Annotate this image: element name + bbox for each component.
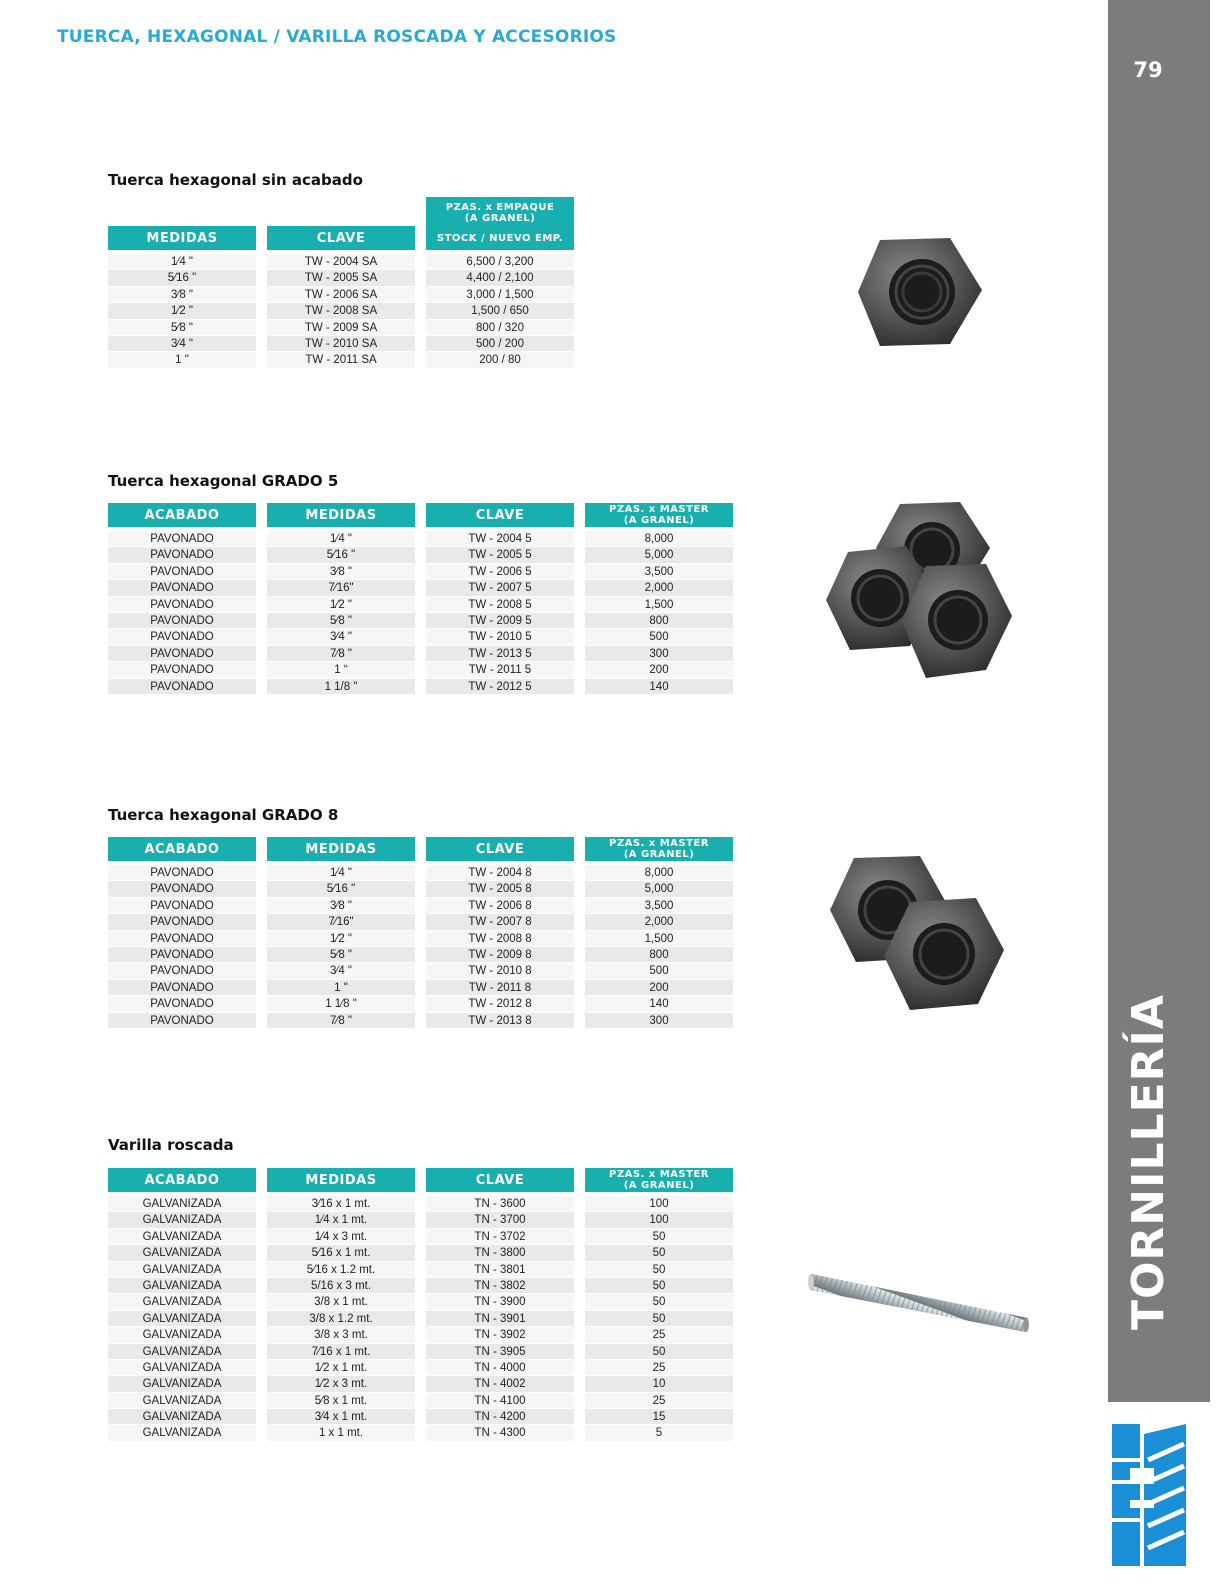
- table-cell: PAVONADO: [108, 564, 256, 580]
- table-cell: 800: [585, 613, 733, 629]
- table-cell: GALVANIZADA: [108, 1360, 256, 1376]
- s2-pzas-header: [585, 503, 733, 527]
- table-cell: GALVANIZADA: [108, 1409, 256, 1425]
- table-cell: 7⁄16": [267, 914, 415, 930]
- table-cell: 3/8 x 1 mt.: [267, 1294, 415, 1310]
- table-cell: 25: [585, 1327, 733, 1343]
- table-cell: PAVONADO: [108, 996, 256, 1012]
- s4-medidas-rows: [267, 1196, 415, 1442]
- table-cell: TW - 2006 5: [426, 564, 574, 580]
- s3-pzas-rows: [585, 865, 733, 1029]
- table-cell: GALVANIZADA: [108, 1327, 256, 1343]
- s1-pzas-header: [426, 197, 574, 250]
- table-cell: 1⁄4 ": [267, 531, 415, 547]
- s4-clave-header: CLAVE: [426, 1168, 574, 1192]
- section-title-grado-8: Tuerca hexagonal GRADO 8: [108, 806, 339, 824]
- table-cell: PAVONADO: [108, 914, 256, 930]
- table-cell: TN - 3900: [426, 1294, 574, 1310]
- table-cell: PAVONADO: [108, 980, 256, 996]
- table-cell: 1 1/8 ": [267, 679, 415, 695]
- table-cell: TN - 4300: [426, 1425, 574, 1441]
- table-cell: 1 ": [267, 980, 415, 996]
- table-cell: TN - 4000: [426, 1360, 574, 1376]
- table-cell: 7⁄8 ": [267, 1013, 415, 1029]
- table-cell: 1⁄4 ": [267, 865, 415, 881]
- table-cell: GALVANIZADA: [108, 1278, 256, 1294]
- table-cell: 5⁄16 x 1 mt.: [267, 1245, 415, 1261]
- table-cell: 5⁄8 ": [267, 947, 415, 963]
- table-cell: TW - 2008 SA: [267, 303, 415, 319]
- table-cell: PAVONADO: [108, 629, 256, 645]
- s3-medidas-rows: [267, 865, 415, 1029]
- table-cell: 5,000: [585, 547, 733, 563]
- table-cell: GALVANIZADA: [108, 1393, 256, 1409]
- table-cell: PAVONADO: [108, 662, 256, 678]
- s2-pzas-rows: [585, 531, 733, 695]
- table-cell: 5⁄16 ": [267, 881, 415, 897]
- table-cell: TW - 2009 5: [426, 613, 574, 629]
- table-cell: 3⁄8 ": [267, 898, 415, 914]
- table-cell: GALVANIZADA: [108, 1344, 256, 1360]
- table-cell: 5⁄8 ": [267, 613, 415, 629]
- table-cell: 3/8 x 1.2 mt.: [267, 1311, 415, 1327]
- table-cell: 1⁄2 ": [267, 931, 415, 947]
- table-cell: TW - 2013 8: [426, 1013, 574, 1029]
- table-cell: 1 “: [267, 662, 415, 678]
- s3-pzas-header-line1: PZAS. x MASTER: [609, 838, 709, 849]
- table-cell: 100: [585, 1212, 733, 1228]
- s3-clave-header: CLAVE: [426, 837, 574, 861]
- table-cell: 25: [585, 1393, 733, 1409]
- table-cell: 7⁄16": [267, 580, 415, 596]
- s4-acabado-rows: [108, 1196, 256, 1442]
- table-cell: PAVONADO: [108, 947, 256, 963]
- table-cell: TN - 4100: [426, 1393, 574, 1409]
- table-cell: GALVANIZADA: [108, 1196, 256, 1212]
- table-cell: 5⁄8 x 1 mt.: [267, 1393, 415, 1409]
- table-cell: 7⁄16 x 1 mt.: [267, 1344, 415, 1360]
- table-cell: 800 / 320: [426, 320, 574, 336]
- table-cell: PAVONADO: [108, 531, 256, 547]
- table-cell: PAVONADO: [108, 597, 256, 613]
- table-cell: 25: [585, 1360, 733, 1376]
- table-cell: PAVONADO: [108, 547, 256, 563]
- table-cell: 1 x 1 mt.: [267, 1425, 415, 1441]
- table-cell: PAVONADO: [108, 1013, 256, 1029]
- table-cell: GALVANIZADA: [108, 1311, 256, 1327]
- table-cell: 50: [585, 1262, 733, 1278]
- s3-acabado-rows: [108, 865, 256, 1029]
- s2-acabado-header: ACABADO: [108, 503, 256, 527]
- table-cell: PAVONADO: [108, 613, 256, 629]
- table-cell: TW - 2004 5: [426, 531, 574, 547]
- table-cell: TW - 2012 8: [426, 996, 574, 1012]
- table-cell: 1 1⁄8 ": [267, 996, 415, 1012]
- s1-clave-rows: [267, 254, 415, 369]
- table-cell: TW - 2011 SA: [267, 352, 415, 368]
- table-cell: TN - 3801: [426, 1262, 574, 1278]
- table-cell: PAVONADO: [108, 646, 256, 662]
- table-cell: 8,000: [585, 531, 733, 547]
- table-cell: GALVANIZADA: [108, 1262, 256, 1278]
- table-cell: TN - 3802: [426, 1278, 574, 1294]
- threaded-rod-image: [806, 1262, 1034, 1338]
- s3-clave-rows: [426, 865, 574, 1029]
- table-cell: TW - 2010 5: [426, 629, 574, 645]
- s3-pzas-header-line2: (A GRANEL): [623, 849, 695, 860]
- table-cell: TW - 2010 8: [426, 963, 574, 979]
- table-cell: 6,500 / 3,200: [426, 254, 574, 270]
- s4-pzas-header: [585, 1168, 733, 1192]
- table-cell: TW - 2007 5: [426, 580, 574, 596]
- hex-nut-image: [850, 228, 990, 358]
- s2-pzas-header-line1: PZAS. x MASTER: [609, 504, 709, 515]
- table-cell: 5,000: [585, 881, 733, 897]
- s2-acabado-rows: [108, 531, 256, 695]
- table-cell: 1⁄4 x 1 mt.: [267, 1212, 415, 1228]
- table-cell: 500: [585, 963, 733, 979]
- right-sidebar: [1108, 0, 1210, 1402]
- table-cell: 5⁄16 ": [108, 270, 256, 286]
- sidebar-category-label: TORNILLERÍA: [1123, 994, 1174, 1330]
- table-cell: 10: [585, 1376, 733, 1392]
- page-header-title: TUERCA, HEXAGONAL / VARILLA ROSCADA Y ACCESORIOS: [57, 27, 617, 47]
- table-cell: TN - 3600: [426, 1196, 574, 1212]
- s3-medidas-header: MEDIDAS: [267, 837, 415, 861]
- s2-pzas-header-line2: (A GRANEL): [623, 515, 695, 526]
- s4-pzas-header-line1: PZAS. x MASTER: [609, 1169, 709, 1180]
- table-cell: TN - 3702: [426, 1229, 574, 1245]
- table-cell: 2,000: [585, 580, 733, 596]
- table-cell: 8,000: [585, 865, 733, 881]
- table-cell: TW - 2005 5: [426, 547, 574, 563]
- s4-medidas-header: MEDIDAS: [267, 1168, 415, 1192]
- table-cell: GALVANIZADA: [108, 1425, 256, 1441]
- section-title-grado-5: Tuerca hexagonal GRADO 5: [108, 472, 339, 490]
- table-cell: 300: [585, 1013, 733, 1029]
- table-cell: 5⁄16 x 1.2 mt.: [267, 1262, 415, 1278]
- s4-pzas-rows: [585, 1196, 733, 1442]
- table-cell: 1⁄2 ": [108, 303, 256, 319]
- s1-medidas-header: MEDIDAS: [108, 226, 256, 250]
- s4-pzas-header-line2: (A GRANEL): [623, 1180, 695, 1191]
- table-cell: TN - 3800: [426, 1245, 574, 1261]
- s3-acabado-header: ACABADO: [108, 837, 256, 861]
- table-cell: 100: [585, 1196, 733, 1212]
- table-cell: 500 / 200: [426, 336, 574, 352]
- table-cell: 5⁄16 ": [267, 547, 415, 563]
- table-cell: TW - 2005 8: [426, 881, 574, 897]
- table-cell: GALVANIZADA: [108, 1294, 256, 1310]
- table-cell: TW - 2005 SA: [267, 270, 415, 286]
- table-cell: TN - 3901: [426, 1311, 574, 1327]
- table-cell: GALVANIZADA: [108, 1376, 256, 1392]
- table-cell: PAVONADO: [108, 679, 256, 695]
- table-cell: 7⁄8 ": [267, 646, 415, 662]
- table-cell: 50: [585, 1245, 733, 1261]
- table-cell: 3/8 x 3 mt.: [267, 1327, 415, 1343]
- table-cell: TW - 2010 SA: [267, 336, 415, 352]
- table-cell: TN - 3700: [426, 1212, 574, 1228]
- s1-clave-header: CLAVE: [267, 226, 415, 250]
- table-cell: TN - 4200: [426, 1409, 574, 1425]
- s1-pzas-header-line1: PZAS. x EMPAQUE: [445, 202, 555, 213]
- table-cell: 1⁄4 ": [108, 254, 256, 270]
- table-cell: 1⁄2 ": [267, 597, 415, 613]
- table-cell: 3⁄8 ": [108, 287, 256, 303]
- table-cell: 200 / 80: [426, 352, 574, 368]
- s2-clave-rows: [426, 531, 574, 695]
- table-cell: TW - 2009 SA: [267, 320, 415, 336]
- s1-pzas-rows: [426, 254, 574, 369]
- table-cell: 1,500 / 650: [426, 303, 574, 319]
- table-cell: 5: [585, 1425, 733, 1441]
- table-cell: 1⁄2 x 3 mt.: [267, 1376, 415, 1392]
- table-cell: TW - 2008 8: [426, 931, 574, 947]
- table-cell: 15: [585, 1409, 733, 1425]
- table-cell: PAVONADO: [108, 580, 256, 596]
- table-cell: TW - 2013 5: [426, 646, 574, 662]
- s1-pzas-header-line2: (A GRANEL): [464, 213, 536, 224]
- brand-logo-icon: [1108, 1420, 1188, 1570]
- table-cell: 3⁄4 ": [108, 336, 256, 352]
- table-cell: 50: [585, 1229, 733, 1245]
- table-cell: 50: [585, 1344, 733, 1360]
- table-cell: 800: [585, 947, 733, 963]
- s4-clave-rows: [426, 1196, 574, 1442]
- table-cell: PAVONADO: [108, 931, 256, 947]
- table-cell: PAVONADO: [108, 865, 256, 881]
- s2-clave-header: CLAVE: [426, 503, 574, 527]
- table-cell: TW - 2009 8: [426, 947, 574, 963]
- table-cell: 50: [585, 1278, 733, 1294]
- table-cell: 500: [585, 629, 733, 645]
- table-cell: 1,500: [585, 931, 733, 947]
- table-cell: 2,000: [585, 914, 733, 930]
- table-cell: 50: [585, 1311, 733, 1327]
- table-cell: 1⁄4 x 3 mt.: [267, 1229, 415, 1245]
- table-cell: TW - 2006 8: [426, 898, 574, 914]
- table-cell: GALVANIZADA: [108, 1245, 256, 1261]
- table-cell: 200: [585, 662, 733, 678]
- table-cell: TW - 2011 5: [426, 662, 574, 678]
- table-cell: PAVONADO: [108, 898, 256, 914]
- table-cell: TW - 2006 SA: [267, 287, 415, 303]
- table-cell: 3⁄4 ": [267, 963, 415, 979]
- table-cell: GALVANIZADA: [108, 1229, 256, 1245]
- table-cell: 3⁄4 x 1 mt.: [267, 1409, 415, 1425]
- table-cell: TW - 2004 8: [426, 865, 574, 881]
- table-cell: 1,500: [585, 597, 733, 613]
- page-number: 79: [1133, 58, 1163, 82]
- s4-acabado-header: ACABADO: [108, 1168, 256, 1192]
- table-cell: 140: [585, 996, 733, 1012]
- table-cell: 3,500: [585, 564, 733, 580]
- table-cell: TW - 2007 8: [426, 914, 574, 930]
- three-hex-nuts-image: [822, 498, 1016, 686]
- table-cell: 3,500: [585, 898, 733, 914]
- table-cell: 5⁄8 ": [108, 320, 256, 336]
- table-cell: 1 ": [108, 352, 256, 368]
- table-cell: PAVONADO: [108, 963, 256, 979]
- table-cell: 300: [585, 646, 733, 662]
- s1-medidas-rows: [108, 254, 256, 369]
- table-cell: 4,400 / 2,100: [426, 270, 574, 286]
- s1-pzas-header-line3: STOCK / NUEVO EMP.: [436, 233, 564, 244]
- table-cell: 3⁄8 ": [267, 564, 415, 580]
- table-cell: TW - 2012 5: [426, 679, 574, 695]
- table-cell: PAVONADO: [108, 881, 256, 897]
- table-cell: 5/16 x 3 mt.: [267, 1278, 415, 1294]
- section-title-varilla-roscada: Varilla roscada: [108, 1136, 234, 1154]
- s2-medidas-rows: [267, 531, 415, 695]
- table-cell: TN - 3902: [426, 1327, 574, 1343]
- table-cell: TW - 2008 5: [426, 597, 574, 613]
- table-cell: TN - 4002: [426, 1376, 574, 1392]
- table-cell: TW - 2011 8: [426, 980, 574, 996]
- table-cell: 3⁄16 x 1 mt.: [267, 1196, 415, 1212]
- section-title-sin-acabado: Tuerca hexagonal sin acabado: [108, 171, 363, 189]
- table-cell: TN - 3905: [426, 1344, 574, 1360]
- s2-medidas-header: MEDIDAS: [267, 503, 415, 527]
- table-cell: GALVANIZADA: [108, 1212, 256, 1228]
- table-cell: 140: [585, 679, 733, 695]
- table-cell: 3,000 / 1,500: [426, 287, 574, 303]
- table-cell: TW - 2004 SA: [267, 254, 415, 270]
- two-hex-nuts-image: [828, 852, 1008, 1014]
- table-cell: 50: [585, 1294, 733, 1310]
- table-cell: 200: [585, 980, 733, 996]
- table-cell: 1⁄2 x 1 mt.: [267, 1360, 415, 1376]
- table-cell: 3⁄4 ": [267, 629, 415, 645]
- s3-pzas-header: [585, 837, 733, 861]
